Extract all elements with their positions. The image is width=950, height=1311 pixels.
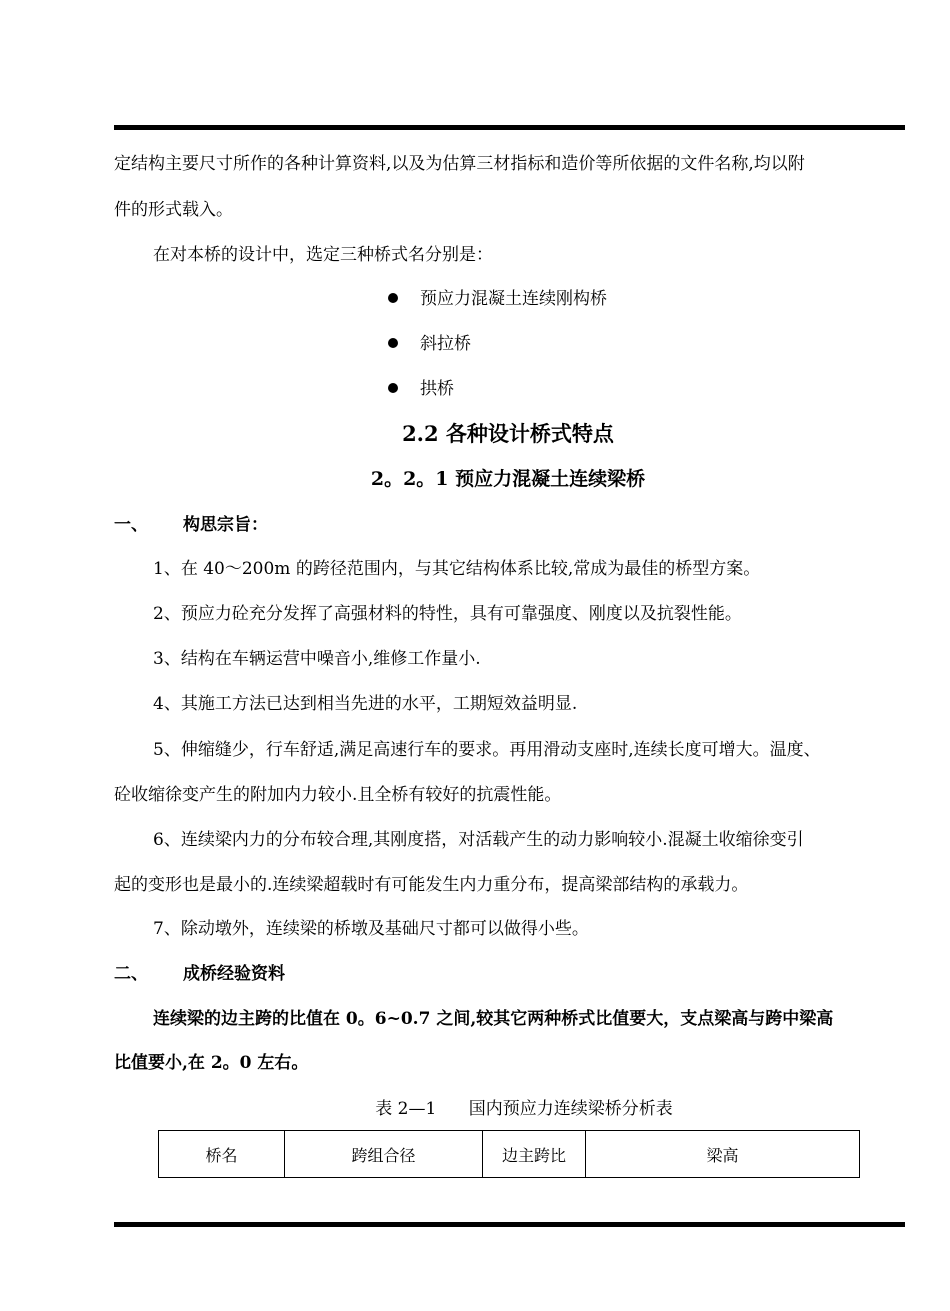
paragraph-line: 件的形式载入。 bbox=[114, 200, 233, 220]
bullet-text: 拱桥 bbox=[420, 379, 454, 399]
section-number: 一、 bbox=[114, 515, 148, 535]
table-header-cell: 桥名 bbox=[159, 1131, 285, 1178]
section-label: 成桥经验资料 bbox=[183, 964, 285, 984]
list-item-continued: 起的变形也是最小的.连续梁超载时有可能发生内力重分布，提高梁部结构的承载力。 bbox=[114, 875, 749, 895]
bullet-text: 斜拉桥 bbox=[420, 334, 471, 354]
table-caption: 表 2—1 国内预应力连续梁桥分析表 bbox=[375, 1099, 673, 1119]
table-header-cell: 跨组合径 bbox=[285, 1131, 483, 1178]
table-header-row bbox=[159, 1131, 860, 1178]
bullet-item bbox=[388, 378, 454, 400]
list-item-continued: 砼收缩徐变产生的附加内力较小.且全桥有较好的抗震性能。 bbox=[114, 785, 562, 805]
bullet-item bbox=[388, 333, 471, 355]
list-item: 7、除动墩外，连续梁的桥墩及基础尺寸都可以做得小些。 bbox=[153, 919, 589, 939]
bullet-dot-icon bbox=[388, 383, 398, 393]
bullet-dot-icon bbox=[388, 338, 398, 348]
paragraph-line: 定结构主要尺寸所作的各种计算资料,以及为估算三材指标和造价等所依据的文件名称,均以附 bbox=[114, 154, 805, 174]
list-item: 3、结构在车辆运营中噪音小,维修工作量小. bbox=[153, 649, 481, 669]
list-item: 2、预应力砼充分发挥了高强材料的特性，具有可靠强度、刚度以及抗裂性能。 bbox=[153, 604, 742, 624]
bottom-rule bbox=[114, 1222, 905, 1227]
bullet-item bbox=[388, 288, 607, 310]
list-item: 4、其施工方法已达到相当先进的水平，工期短效益明显. bbox=[153, 694, 578, 714]
section-number: 二、 bbox=[114, 964, 148, 984]
section-label: 构思宗旨： bbox=[183, 515, 268, 535]
list-item: 5、伸缩缝少，行车舒适,满足高速行车的要求。再用滑动支座时,连续长度可增大。温度、 bbox=[153, 740, 821, 760]
bullet-text: 预应力混凝土连续刚构桥 bbox=[420, 289, 607, 309]
paragraph-line: 在对本桥的设计中，选定三种桥式名分别是： bbox=[153, 245, 493, 265]
bridge-analysis-table bbox=[158, 1130, 860, 1178]
bold-paragraph-line: 连续梁的边主跨的比值在 0。6~0.7 之间,较其它两种桥式比值要大，支点梁高与跨中梁高 bbox=[153, 1009, 834, 1029]
table-header-cell: 梁高 bbox=[586, 1131, 860, 1178]
subsection-heading: 2。2。1 预应力混凝土连续梁桥 bbox=[370, 468, 646, 490]
section-title bbox=[114, 514, 268, 536]
section-title bbox=[114, 963, 285, 985]
table-header-cell: 边主跨比 bbox=[483, 1131, 586, 1178]
bullet-dot-icon bbox=[388, 293, 398, 303]
list-item: 1、在 40～200m 的跨径范围内，与其它结构体系比较,常成为最佳的桥型方案。 bbox=[153, 559, 761, 579]
section-heading: 2.2 各种设计桥式特点 bbox=[402, 421, 614, 446]
top-rule bbox=[114, 125, 905, 130]
list-item: 6、连续梁内力的分布较合理,其刚度搭，对活载产生的动力影响较小.混凝土收缩徐变引 bbox=[153, 830, 804, 850]
bold-paragraph-line: 比值要小,在 2。0 左右。 bbox=[114, 1053, 309, 1073]
